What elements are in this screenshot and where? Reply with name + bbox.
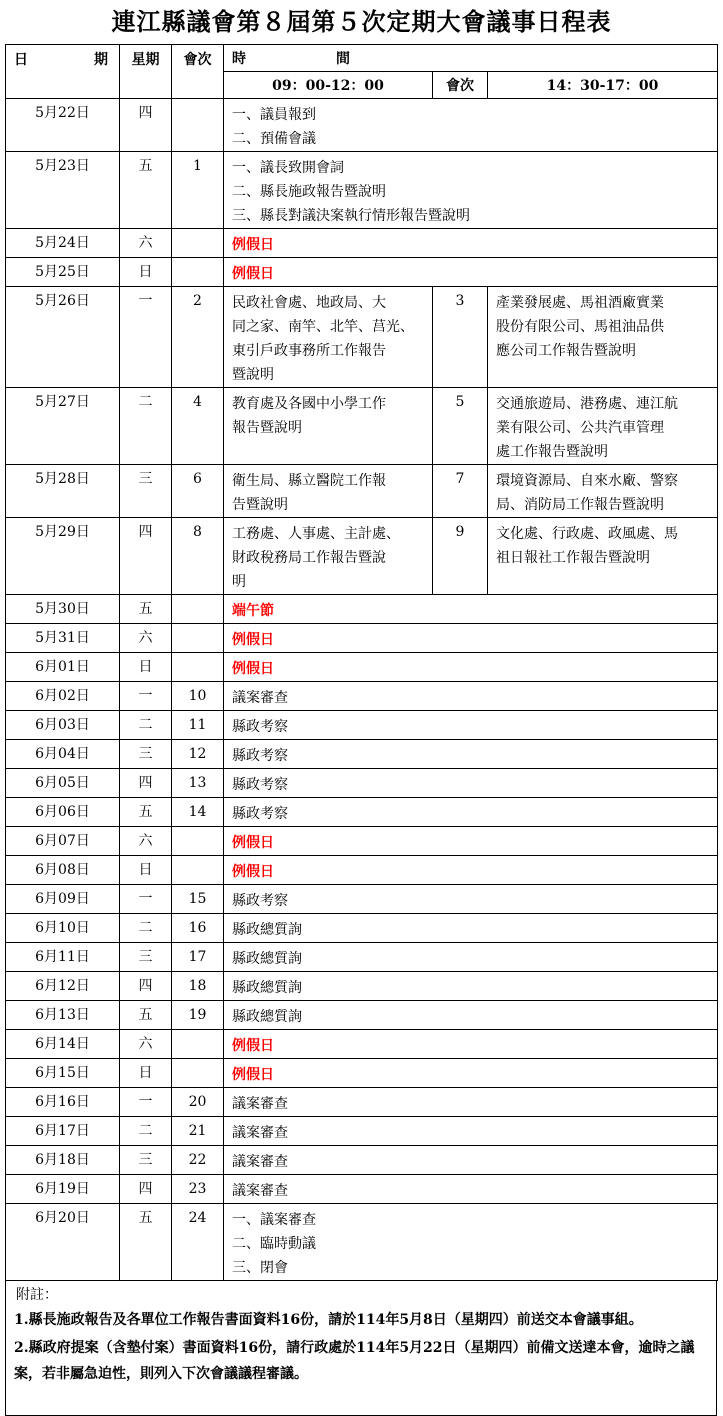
weekday-cell: 五 bbox=[120, 798, 172, 827]
agenda-line: 縣政總質詢 bbox=[232, 980, 302, 996]
table-row bbox=[6, 1175, 718, 1204]
agenda-cell bbox=[224, 711, 718, 740]
session-cell bbox=[172, 229, 224, 258]
weekday-cell: 三 bbox=[120, 1146, 172, 1175]
agenda-cell bbox=[224, 769, 718, 798]
weekday-cell: 四 bbox=[120, 972, 172, 1001]
holiday-label: 例假日 bbox=[232, 266, 274, 282]
header-weekday: 星期 bbox=[120, 45, 172, 99]
agenda-line: 縣政總質詢 bbox=[232, 1009, 302, 1025]
table-row bbox=[6, 1117, 718, 1146]
agenda-line: 教育處及各國中小學工作 bbox=[232, 396, 386, 412]
pm-agenda-cell bbox=[488, 465, 718, 518]
agenda-line: 股份有限公司、馬祖油品供 bbox=[496, 319, 664, 335]
holiday-cell bbox=[224, 624, 718, 653]
agenda-line: 告暨說明 bbox=[232, 497, 288, 513]
session-cell: 22 bbox=[172, 1146, 224, 1175]
am-agenda-cell bbox=[224, 388, 433, 465]
date-cell: 6月11日 bbox=[6, 943, 120, 972]
table-row bbox=[6, 653, 718, 682]
agenda-line: 議案審查 bbox=[232, 1154, 288, 1170]
header-date-a: 日 bbox=[14, 52, 28, 68]
agenda-cell bbox=[224, 152, 718, 229]
agenda-cell bbox=[224, 1001, 718, 1030]
session-cell bbox=[172, 99, 224, 152]
table-row bbox=[6, 287, 718, 388]
agenda-line: 工務處、人事處、主計處、 bbox=[232, 526, 400, 542]
session-cell: 10 bbox=[172, 682, 224, 711]
holiday-label: 例假日 bbox=[232, 1038, 274, 1054]
agenda-cell bbox=[224, 798, 718, 827]
session-cell: 16 bbox=[172, 914, 224, 943]
weekday-cell: 五 bbox=[120, 1001, 172, 1030]
header-date-b: 期 bbox=[94, 52, 108, 68]
agenda-line: 東引戶政事務所工作報告 bbox=[232, 343, 386, 359]
header-row bbox=[6, 45, 718, 72]
session-cell: 21 bbox=[172, 1117, 224, 1146]
notes-label: 附註： bbox=[16, 1287, 58, 1303]
pm-agenda-cell bbox=[488, 388, 718, 465]
agenda-line: 議案審查 bbox=[232, 1125, 288, 1141]
session-cell: 17 bbox=[172, 943, 224, 972]
agenda-line: 暨說明 bbox=[232, 367, 274, 383]
date-cell: 6月07日 bbox=[6, 827, 120, 856]
date-cell: 6月02日 bbox=[6, 682, 120, 711]
date-cell: 5月26日 bbox=[6, 287, 120, 388]
agenda-line: 議案審查 bbox=[232, 1096, 288, 1112]
am-agenda-cell bbox=[224, 518, 433, 595]
header-pm-time: 14：30-17：00 bbox=[488, 72, 718, 99]
holiday-label: 端午節 bbox=[232, 603, 274, 619]
date-cell: 6月19日 bbox=[6, 1175, 120, 1204]
holiday-cell bbox=[224, 827, 718, 856]
session-cell: 2 bbox=[172, 287, 224, 388]
date-cell: 5月27日 bbox=[6, 388, 120, 465]
table-row bbox=[6, 624, 718, 653]
session-cell bbox=[172, 1030, 224, 1059]
agenda-line: 縣政總質詢 bbox=[232, 951, 302, 967]
agenda-cell bbox=[224, 99, 718, 152]
agenda-line: 同之家、南竿、北竿、莒光、 bbox=[232, 319, 414, 335]
agenda-cell bbox=[224, 885, 718, 914]
agenda-line: 財政稅務局工作報告暨說 bbox=[232, 550, 386, 566]
session-cell: 11 bbox=[172, 711, 224, 740]
weekday-cell: 三 bbox=[120, 465, 172, 518]
table-row bbox=[6, 885, 718, 914]
weekday-cell: 一 bbox=[120, 682, 172, 711]
agenda-cell bbox=[224, 943, 718, 972]
agenda-cell bbox=[224, 1117, 718, 1146]
session-cell bbox=[172, 1059, 224, 1088]
agenda-cell bbox=[224, 1175, 718, 1204]
weekday-cell: 四 bbox=[120, 518, 172, 595]
table-row bbox=[6, 229, 718, 258]
table-row bbox=[6, 152, 718, 229]
weekday-cell: 六 bbox=[120, 827, 172, 856]
weekday-cell: 一 bbox=[120, 1088, 172, 1117]
agenda-line: 縣政總質詢 bbox=[232, 922, 302, 938]
weekday-cell: 五 bbox=[120, 152, 172, 229]
session-cell: 14 bbox=[172, 798, 224, 827]
holiday-label: 例假日 bbox=[232, 864, 274, 880]
session-cell: 20 bbox=[172, 1088, 224, 1117]
table-row bbox=[6, 465, 718, 518]
date-cell: 5月22日 bbox=[6, 99, 120, 152]
agenda-line: 業有限公司、公共汽車管理 bbox=[496, 420, 664, 436]
agenda-cell bbox=[224, 1204, 718, 1281]
weekday-cell: 二 bbox=[120, 1117, 172, 1146]
page-title: 連江縣議會第８屆第５次定期大會議事日程表 bbox=[111, 7, 612, 36]
holiday-cell bbox=[224, 258, 718, 287]
schedule-table bbox=[5, 44, 718, 1281]
session-cell bbox=[172, 653, 224, 682]
weekday-cell: 六 bbox=[120, 624, 172, 653]
session-cell: 18 bbox=[172, 972, 224, 1001]
holiday-cell bbox=[224, 1030, 718, 1059]
session-cell bbox=[172, 595, 224, 624]
table-row bbox=[6, 518, 718, 595]
date-cell: 5月23日 bbox=[6, 152, 120, 229]
agenda-line: 縣政考察 bbox=[232, 719, 288, 735]
note-item: 1.縣長施政報告及各單位工作報告書面資料16份，請於114年5月8日（星期四）前送交本會議事組。 bbox=[14, 1312, 643, 1328]
table-row bbox=[6, 99, 718, 152]
weekday-cell: 日 bbox=[120, 653, 172, 682]
agenda-cell bbox=[224, 740, 718, 769]
weekday-cell: 六 bbox=[120, 1030, 172, 1059]
table-row bbox=[6, 1059, 718, 1088]
agenda-cell bbox=[224, 972, 718, 1001]
date-cell: 5月24日 bbox=[6, 229, 120, 258]
agenda-line: 議案審查 bbox=[232, 690, 288, 706]
agenda-line: 一、議員報到 bbox=[232, 107, 316, 123]
pm-session-cell: 9 bbox=[433, 518, 488, 595]
date-cell: 6月14日 bbox=[6, 1030, 120, 1059]
session-cell bbox=[172, 624, 224, 653]
table-row bbox=[6, 388, 718, 465]
date-cell: 5月28日 bbox=[6, 465, 120, 518]
session-cell: 15 bbox=[172, 885, 224, 914]
weekday-cell: 日 bbox=[120, 258, 172, 287]
agenda-cell bbox=[224, 682, 718, 711]
date-cell: 5月29日 bbox=[6, 518, 120, 595]
table-row bbox=[6, 943, 718, 972]
agenda-line: 縣政考察 bbox=[232, 748, 288, 764]
agenda-line: 處工作報告暨說明 bbox=[496, 444, 608, 460]
pm-session-cell: 3 bbox=[433, 287, 488, 388]
holiday-cell bbox=[224, 1059, 718, 1088]
date-cell: 6月06日 bbox=[6, 798, 120, 827]
table-row bbox=[6, 827, 718, 856]
agenda-line: 報告暨說明 bbox=[232, 420, 302, 436]
agenda-line: 縣政考察 bbox=[232, 777, 288, 793]
date-cell: 6月10日 bbox=[6, 914, 120, 943]
weekday-cell: 二 bbox=[120, 914, 172, 943]
agenda-line: 明 bbox=[232, 574, 246, 590]
table-row bbox=[6, 798, 718, 827]
agenda-line: 二、臨時動議 bbox=[232, 1236, 316, 1252]
header-time-a: 時 bbox=[232, 51, 246, 67]
am-agenda-cell bbox=[224, 287, 433, 388]
date-cell: 6月13日 bbox=[6, 1001, 120, 1030]
date-cell: 6月18日 bbox=[6, 1146, 120, 1175]
weekday-cell: 日 bbox=[120, 856, 172, 885]
date-cell: 6月09日 bbox=[6, 885, 120, 914]
table-row bbox=[6, 1146, 718, 1175]
table-row bbox=[6, 595, 718, 624]
weekday-cell: 四 bbox=[120, 769, 172, 798]
agenda-line: 三、縣長對議決案執行情形報告暨說明 bbox=[232, 208, 470, 224]
agenda-line: 一、議長致開會詞 bbox=[232, 160, 344, 176]
table-row bbox=[6, 769, 718, 798]
date-cell: 6月04日 bbox=[6, 740, 120, 769]
note-item: 2.縣政府提案（含墊付案）書面資料16份，請行政處於114年5月22日（星期四）前備文送達本會，逾時之議案，若非屬急迫性，則列入下次會議議程審議。 bbox=[14, 1340, 695, 1382]
weekday-cell: 二 bbox=[120, 388, 172, 465]
weekday-cell: 二 bbox=[120, 711, 172, 740]
table-row bbox=[6, 914, 718, 943]
table-row bbox=[6, 1088, 718, 1117]
holiday-cell bbox=[224, 856, 718, 885]
weekday-cell: 三 bbox=[120, 740, 172, 769]
session-cell: 1 bbox=[172, 152, 224, 229]
date-cell: 5月31日 bbox=[6, 624, 120, 653]
session-cell: 23 bbox=[172, 1175, 224, 1204]
weekday-cell: 五 bbox=[120, 595, 172, 624]
agenda-line: 縣政考察 bbox=[232, 893, 288, 909]
date-cell: 6月08日 bbox=[6, 856, 120, 885]
agenda-line: 應公司工作報告暨說明 bbox=[496, 343, 636, 359]
date-cell: 6月01日 bbox=[6, 653, 120, 682]
agenda-line: 環境資源局、自來水廠、警察 bbox=[496, 473, 678, 489]
header-date bbox=[6, 45, 120, 99]
session-cell: 19 bbox=[172, 1001, 224, 1030]
agenda-line: 一、議案審查 bbox=[232, 1212, 316, 1228]
table-row bbox=[6, 1204, 718, 1281]
header-time-b: 間 bbox=[336, 51, 350, 67]
holiday-label: 例假日 bbox=[232, 835, 274, 851]
date-cell: 6月17日 bbox=[6, 1117, 120, 1146]
agenda-line: 三、閉會 bbox=[232, 1260, 288, 1276]
agenda-cell bbox=[224, 914, 718, 943]
session-cell: 13 bbox=[172, 769, 224, 798]
pm-agenda-cell bbox=[488, 287, 718, 388]
session-cell: 4 bbox=[172, 388, 224, 465]
weekday-cell: 四 bbox=[120, 99, 172, 152]
agenda-line: 文化處、行政處、政風處、馬 bbox=[496, 526, 678, 542]
holiday-label: 例假日 bbox=[232, 1067, 274, 1083]
session-cell: 12 bbox=[172, 740, 224, 769]
header-pm-session: 會次 bbox=[433, 72, 488, 99]
am-agenda-cell bbox=[224, 465, 433, 518]
agenda-line: 民政社會處、地政局、大 bbox=[232, 295, 386, 311]
holiday-cell bbox=[224, 595, 718, 624]
table-row bbox=[6, 258, 718, 287]
agenda-line: 產業發展處、馬祖酒廠實業 bbox=[496, 295, 664, 311]
pm-session-cell: 5 bbox=[433, 388, 488, 465]
header-session: 會次 bbox=[172, 45, 224, 99]
weekday-cell: 一 bbox=[120, 885, 172, 914]
date-cell: 5月25日 bbox=[6, 258, 120, 287]
table-row bbox=[6, 682, 718, 711]
weekday-cell: 一 bbox=[120, 287, 172, 388]
weekday-cell: 四 bbox=[120, 1175, 172, 1204]
date-cell: 6月16日 bbox=[6, 1088, 120, 1117]
table-row bbox=[6, 740, 718, 769]
holiday-cell bbox=[224, 653, 718, 682]
agenda-line: 祖日報社工作報告暨說明 bbox=[496, 550, 650, 566]
agenda-cell bbox=[224, 1088, 718, 1117]
pm-agenda-cell bbox=[488, 518, 718, 595]
holiday-cell bbox=[224, 229, 718, 258]
session-cell bbox=[172, 827, 224, 856]
date-cell: 5月30日 bbox=[6, 595, 120, 624]
agenda-line: 議案審查 bbox=[232, 1183, 288, 1199]
table-row bbox=[6, 1001, 718, 1030]
agenda-line: 二、預備會議 bbox=[232, 131, 316, 147]
date-cell: 6月05日 bbox=[6, 769, 120, 798]
date-cell: 6月20日 bbox=[6, 1204, 120, 1281]
table-row bbox=[6, 1030, 718, 1059]
header-am-time: 09：00-12：00 bbox=[224, 72, 433, 99]
weekday-cell: 日 bbox=[120, 1059, 172, 1088]
weekday-cell: 三 bbox=[120, 943, 172, 972]
agenda-cell bbox=[224, 1146, 718, 1175]
agenda-line: 縣政考察 bbox=[232, 806, 288, 822]
date-cell: 6月15日 bbox=[6, 1059, 120, 1088]
session-cell: 8 bbox=[172, 518, 224, 595]
table-row bbox=[6, 711, 718, 740]
weekday-cell: 五 bbox=[120, 1204, 172, 1281]
session-cell bbox=[172, 856, 224, 885]
session-cell: 6 bbox=[172, 465, 224, 518]
agenda-line: 二、縣長施政報告暨說明 bbox=[232, 184, 386, 200]
session-cell: 24 bbox=[172, 1204, 224, 1281]
holiday-label: 例假日 bbox=[232, 632, 274, 648]
table-row bbox=[6, 972, 718, 1001]
date-cell: 6月03日 bbox=[6, 711, 120, 740]
agenda-line: 交通旅遊局、港務處、連江航 bbox=[496, 396, 678, 412]
session-cell bbox=[172, 258, 224, 287]
header-time bbox=[224, 45, 718, 72]
holiday-label: 例假日 bbox=[232, 237, 274, 253]
agenda-line: 局、消防局工作報告暨說明 bbox=[496, 497, 664, 513]
agenda-line: 衛生局、縣立醫院工作報 bbox=[232, 473, 386, 489]
pm-session-cell: 7 bbox=[433, 465, 488, 518]
holiday-label: 例假日 bbox=[232, 661, 274, 677]
table-row bbox=[6, 856, 718, 885]
date-cell: 6月12日 bbox=[6, 972, 120, 1001]
weekday-cell: 六 bbox=[120, 229, 172, 258]
